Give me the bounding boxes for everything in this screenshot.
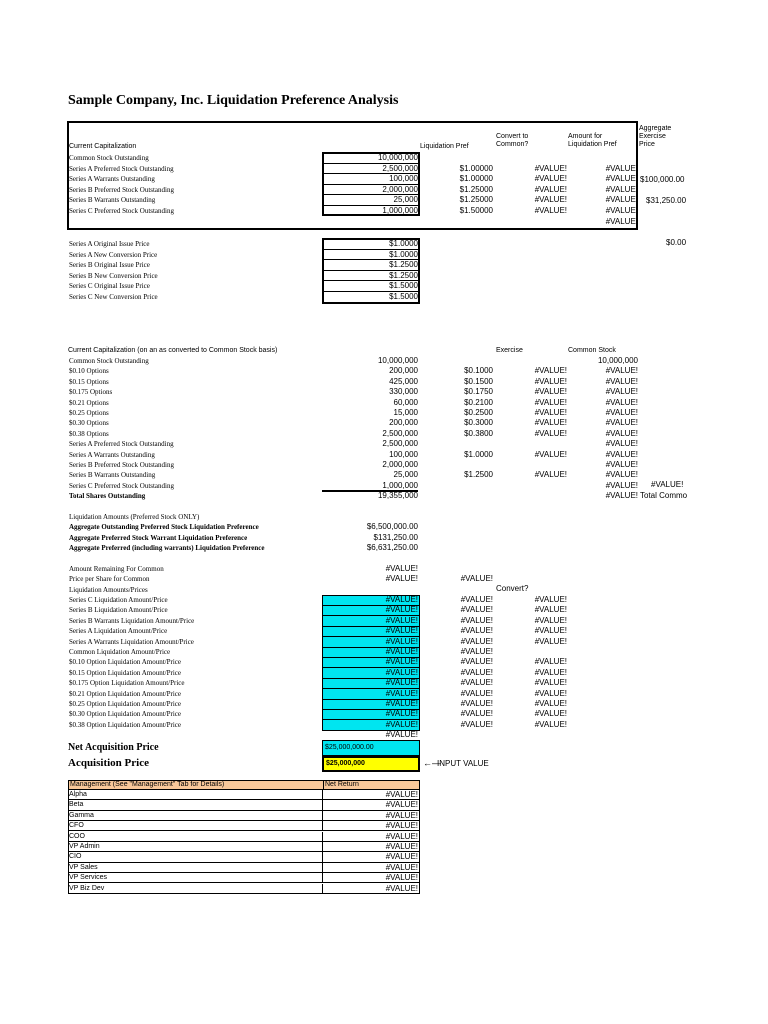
acq-value-input[interactable]: $25,000,000 <box>322 756 420 772</box>
amount-row-label: $0.38 Option Liquidation Amount/Price <box>69 720 181 729</box>
mgmt-row <box>68 832 420 842</box>
conv-row-col3: #VALUE! <box>534 408 567 417</box>
price-row-value: $1.2500 <box>389 270 418 280</box>
conv-row-common: #VALUE! <box>605 387 638 397</box>
conv-row-label: Series C Preferred Stock Outstanding <box>69 481 174 490</box>
price-divider <box>323 249 419 250</box>
remain-row-label: Price per Share for Common <box>69 575 150 584</box>
mgmt-value: #VALUE! <box>385 883 418 893</box>
amount-row-v1: #VALUE! <box>385 667 418 677</box>
amount-divider <box>323 626 419 627</box>
conv-row-label: Series B Warrants Outstanding <box>69 471 156 480</box>
conv-row-shares: 100,000 <box>389 449 418 459</box>
amount-divider <box>323 709 419 710</box>
amount-total: #VALUE! <box>385 730 418 739</box>
amount-row-v1: #VALUE! <box>385 699 418 708</box>
amount-row-v2: #VALUE! <box>460 615 493 625</box>
cap-row-label: Series B Preferred Stock Outstanding <box>69 185 174 194</box>
amount-row-v1: #VALUE! <box>385 647 418 656</box>
mgmt-divider <box>322 832 323 841</box>
remain-row-value: #VALUE! <box>385 564 418 573</box>
conv-row-label: $0.15 Options <box>69 377 109 386</box>
cap-row-amount: #VALUE! <box>605 206 638 215</box>
cap-row-shares: 25,000 <box>393 195 418 205</box>
cap-row-pref: $1.50000 <box>459 206 493 215</box>
price-row-value: $1.0000 <box>389 239 418 248</box>
conv-row-shares: 10,000,000 <box>377 356 418 365</box>
amount-row-label: Series A Liquidation Amount/Price <box>69 627 168 636</box>
amount-row-label: Common Liquidation Amount/Price <box>69 648 171 656</box>
amount-row-label: $0.21 Option Liquidation Amount/Price <box>69 689 181 698</box>
cap-row-label: Series C Preferred Stock Outstanding <box>69 207 174 215</box>
mgmt-value: #VALUE! <box>385 800 418 810</box>
conv-row-shares: 330,000 <box>389 387 418 397</box>
mgmt-value: #VALUE! <box>385 842 418 851</box>
mgmt-divider <box>322 811 323 820</box>
cap-row-shares: 1,000,000 <box>382 206 418 215</box>
mgmt-row <box>68 852 420 862</box>
mgmt-value: #VALUE! <box>385 810 418 820</box>
amount-row-v2: #VALUE! <box>460 667 493 677</box>
mgmt-name: VP Biz Dev <box>69 884 105 892</box>
amount-divider <box>323 615 419 616</box>
conv-row-shares: 25,000 <box>393 470 418 480</box>
amount-row-label: $0.30 Option Liquidation Amount/Price <box>69 710 181 719</box>
amount-row-v3: #VALUE! <box>534 595 567 604</box>
amount-row-label: Series B Warrants Liquidation Amount/Price <box>69 616 195 625</box>
page-title: Sample Company, Inc. Liquidation Preference Analysis <box>68 93 399 108</box>
cap-header-aggregate: Aggregate Exercise Price <box>639 125 672 148</box>
conv-header-exercise: Exercise <box>496 347 523 354</box>
conv-row-col3: #VALUE! <box>534 418 567 428</box>
conv-row-exercise: $0.2500 <box>464 408 493 417</box>
mgmt-name: Alpha <box>69 791 87 798</box>
cap-shares-divider <box>323 173 419 174</box>
price-divider <box>323 270 419 271</box>
conv-row-exercise: $0.1500 <box>464 376 493 386</box>
cap-header-label: Current Capitalization <box>69 143 137 150</box>
net-acq-value[interactable]: $25,000,000.00 <box>322 740 420 756</box>
cap-row-shares: 100,000 <box>389 174 418 184</box>
amount-row-v3: #VALUE! <box>534 667 567 677</box>
conv-row-exercise: $0.3000 <box>464 418 493 428</box>
mgmt-row <box>68 873 420 883</box>
conv-row-label: Series A Preferred Stock Outstanding <box>69 440 174 449</box>
cap-header-amount: Amount for Liquidation Pref <box>568 133 617 148</box>
amount-row-v1: #VALUE! <box>385 626 418 636</box>
amount-row-v1: #VALUE! <box>385 595 418 604</box>
amount-divider <box>323 657 419 658</box>
cap-header-convert: Convert to Common? <box>496 133 529 148</box>
cap-row-convert: #VALUE! <box>534 174 567 184</box>
cap-shares-divider <box>323 205 419 206</box>
amount-row-v2: #VALUE! <box>460 605 493 615</box>
amount-row-v2: #VALUE! <box>460 636 493 646</box>
conv-row-col3: #VALUE! <box>534 366 567 376</box>
cap-row-label: Common Stock Outstanding <box>69 154 149 162</box>
cap-row-convert: #VALUE! <box>534 163 567 173</box>
conv-row-common: #VALUE! <box>605 408 638 417</box>
amount-divider <box>323 636 419 637</box>
liq-row-value: $6,631,250.00 <box>366 543 418 553</box>
amount-row-v1: #VALUE! <box>385 719 418 729</box>
amount-row-label: $0.175 Option Liquidation Amount/Price <box>69 679 185 688</box>
amount-row-v2: #VALUE! <box>460 719 493 729</box>
conv-row-label: Total Shares Outstanding <box>69 492 146 501</box>
amount-row-v2: #VALUE! <box>460 699 493 708</box>
conv-row-label: Series B Preferred Stock Outstanding <box>69 461 174 469</box>
mgmt-name: Beta <box>69 801 84 809</box>
conv-row-common: 10,000,000 <box>597 356 638 365</box>
cap-row-pref: $1.00000 <box>459 174 493 184</box>
amount-row-label: $0.25 Option Liquidation Amount/Price <box>69 700 181 708</box>
cap-shares-divider <box>323 194 419 195</box>
conv-row-shares: 2,000,000 <box>382 460 418 469</box>
amount-row-v2: #VALUE! <box>460 595 493 604</box>
amount-row-label: Series C Liquidation Amount/Price <box>69 596 168 604</box>
amount-row-v3: #VALUE! <box>534 699 567 708</box>
mgmt-value: #VALUE! <box>385 852 418 862</box>
amount-divider <box>323 605 419 606</box>
convert-header: Convert? <box>496 584 529 593</box>
amount-row-v2: #VALUE! <box>460 647 493 656</box>
mgmt-divider <box>322 790 323 799</box>
amount-row-v1: #VALUE! <box>385 605 418 615</box>
cap-row-convert: #VALUE! <box>534 206 567 215</box>
price-divider <box>323 280 419 281</box>
arrow-left-icon: ←— <box>423 758 441 768</box>
amount-row-v2: #VALUE! <box>460 688 493 698</box>
conv-extra-label: Total Commo <box>640 491 688 500</box>
conv-row-shares: 15,000 <box>393 408 418 417</box>
remain-row-label: Amount Remaining For Common <box>69 565 164 573</box>
cap-row-shares: 2,500,000 <box>382 163 418 173</box>
amount-divider <box>323 678 419 679</box>
price-row-label: Series A Original Issue Price <box>69 240 150 248</box>
remain-row-label: Liquidation Amounts/Prices <box>69 585 148 594</box>
remain-row-value: #VALUE! <box>385 574 418 584</box>
price-row-label: Series C Original Issue Price <box>69 282 150 291</box>
liq-row-label: Aggregate Outstanding Preferred Stock Liquidation Preference <box>69 523 259 532</box>
amount-row-v1: #VALUE! <box>385 709 418 719</box>
conv-row-label: $0.175 Options <box>69 388 113 397</box>
conv-row-col3: #VALUE! <box>534 397 567 407</box>
conv-row-shares: 200,000 <box>389 418 418 428</box>
conv-row-shares: 200,000 <box>389 366 418 376</box>
amount-row-label: $0.15 Option Liquidation Amount/Price <box>69 668 181 677</box>
price-row-value: $1.5000 <box>389 281 418 291</box>
conv-row-exercise: $0.2100 <box>464 397 493 407</box>
conv-row-common: #VALUE! <box>605 418 638 428</box>
amount-row-v3: #VALUE! <box>534 678 567 688</box>
amount-row-v3: #VALUE! <box>534 626 567 636</box>
cap-row-label: Series A Preferred Stock Outstanding <box>69 164 174 173</box>
conv-row-exercise: $0.1000 <box>464 366 493 376</box>
mgmt-name: VP Services <box>69 874 107 882</box>
cap-shares-divider <box>323 163 419 164</box>
mgmt-header <box>68 780 420 790</box>
price-row-value: $1.0000 <box>389 249 418 259</box>
price-divider <box>323 259 419 260</box>
mgmt-header-label: Management (See "Management" Tab for Details) <box>70 781 225 788</box>
liq-row-value: $6,500,000.00 <box>366 522 418 532</box>
amount-divider <box>323 688 419 689</box>
cap-row-convert: #VALUE! <box>534 184 567 194</box>
amount-divider <box>323 667 419 668</box>
price-divider <box>323 291 419 292</box>
conv-row-col3: #VALUE! <box>534 376 567 386</box>
conv-row-common: #VALUE! <box>605 470 638 480</box>
cap-header-liq-pref: Liquidation Pref <box>420 143 469 150</box>
conv-row-col3: #VALUE! <box>534 470 567 480</box>
conv-row-common: #VALUE! <box>605 366 638 376</box>
conv-row-label: $0.25 Options <box>69 409 109 417</box>
mgmt-name: COO <box>69 832 85 840</box>
mgmt-value: #VALUE! <box>385 862 418 872</box>
conv-row-col3: #VALUE! <box>534 428 567 438</box>
cap-row-pref: $1.25000 <box>459 195 493 205</box>
amount-row-v2: #VALUE! <box>460 657 493 667</box>
price-row-label: Series B Original Issue Price <box>69 261 150 270</box>
mgmt-value: #VALUE! <box>385 873 418 883</box>
amount-row-label: $0.10 Option Liquidation Amount/Price <box>69 658 181 667</box>
conv-row-label: $0.21 Options <box>69 398 109 407</box>
mgmt-divider <box>322 842 323 851</box>
cap-row-pref: $1.00000 <box>459 163 493 173</box>
cap-row-amount: #VALUE! <box>605 184 638 194</box>
amount-row-v3: #VALUE! <box>534 605 567 615</box>
mgmt-name: VP Admin <box>69 843 100 850</box>
conv-row-common: #VALUE! <box>605 460 638 469</box>
conv-row-common: #VALUE! <box>605 376 638 386</box>
amount-row-v3: #VALUE! <box>534 615 567 625</box>
mgmt-value: #VALUE! <box>385 821 418 831</box>
conv-row-label: $0.38 Options <box>69 429 109 438</box>
amount-row-v1: #VALUE! <box>385 688 418 698</box>
cap-aggregate-b: $31,250.00 <box>646 196 687 205</box>
conv-row-label: Series A Warrants Outstanding <box>69 450 155 459</box>
liq-row-label: Aggregate Preferred (including warrants) Liquidation Preference <box>69 544 265 553</box>
acq-label: Acquisition Price <box>68 757 149 769</box>
conv-header-label: Current Capitalization (on an as converted to Common Stock basis) <box>68 347 278 354</box>
conv-row-common: #VALUE! <box>605 491 638 501</box>
mgmt-row <box>68 821 420 831</box>
conv-row-exercise: $0.1750 <box>464 387 493 397</box>
price-row-label: Series C New Conversion Price <box>69 293 158 301</box>
conv-row-exercise: $1.0000 <box>464 449 493 459</box>
amount-row-v3: #VALUE! <box>534 688 567 698</box>
conv-row-label: Common Stock Outstanding <box>69 357 149 365</box>
amount-row-v1: #VALUE! <box>385 657 418 667</box>
amount-divider <box>323 647 419 648</box>
conv-header-common: Common Stock <box>568 347 616 354</box>
amount-row-v1: #VALUE! <box>385 615 418 625</box>
amount-divider <box>323 699 419 700</box>
conv-extra-value: #VALUE! <box>651 480 684 489</box>
input-value-note: INPUT VALUE <box>437 759 489 768</box>
mgmt-name: Gamma <box>69 811 94 819</box>
net-acq-label: Net Acquisition Price <box>68 742 159 753</box>
mgmt-divider <box>322 821 323 830</box>
mgmt-row <box>68 800 420 810</box>
amount-row-v3: #VALUE! <box>534 657 567 667</box>
mgmt-row <box>68 790 420 800</box>
conv-row-shares: 19,355,000 <box>377 491 418 501</box>
amount-row-v3: #VALUE! <box>534 709 567 719</box>
cap-row-convert: #VALUE! <box>534 195 567 205</box>
amount-row-v2: #VALUE! <box>460 678 493 688</box>
conv-row-common: #VALUE! <box>605 428 638 438</box>
cap-row-amount: #VALUE! <box>605 174 638 184</box>
amount-row-v3: #VALUE! <box>534 636 567 646</box>
conv-row-shares: 2,500,000 <box>382 439 418 449</box>
mgmt-name: CIO <box>69 853 82 861</box>
liq-row-label: Aggregate Preferred Stock Warrant Liquidation Preference <box>69 533 248 542</box>
cap-row-shares: 10,000,000 <box>377 153 418 162</box>
cap-aggregate-a: $100,000.00 <box>640 175 685 184</box>
amount-row-v1: #VALUE! <box>385 636 418 646</box>
cap-row-label: Series A Warrants Outstanding <box>69 175 155 184</box>
price-row-label: Series A New Conversion Price <box>69 250 158 259</box>
mgmt-row <box>68 863 420 873</box>
conv-row-common: #VALUE! <box>605 480 638 490</box>
mgmt-row <box>68 842 420 852</box>
mgmt-row <box>68 811 420 821</box>
amount-row-v2: #VALUE! <box>460 709 493 719</box>
amount-divider <box>323 719 419 720</box>
remain-row-col2: #VALUE! <box>460 574 493 584</box>
cap-row-label: Series B Warrants Outstanding <box>69 196 156 205</box>
conv-row-label: $0.30 Options <box>69 419 109 428</box>
liq-row-label: Liquidation Amounts (Preferred Stock ONLY) <box>69 513 200 521</box>
conv-row-col3: #VALUE! <box>534 449 567 459</box>
cap-row-amount: #VALUE! <box>605 163 638 173</box>
conv-row-exercise: $0.3800 <box>464 428 493 438</box>
mgmt-name: VP Sales <box>69 863 98 871</box>
conv-row-shares: 60,000 <box>393 397 418 407</box>
mgmt-value: #VALUE! <box>385 831 418 841</box>
mgmt-row <box>68 884 420 894</box>
conv-row-common: #VALUE! <box>605 397 638 407</box>
conv-row-common: #VALUE! <box>605 439 638 449</box>
total-shares-rule <box>322 490 418 492</box>
conv-row-col3: #VALUE! <box>534 387 567 397</box>
mgmt-header-divider <box>323 781 324 789</box>
mgmt-divider <box>322 863 323 872</box>
cap-row-amount: #VALUE! <box>605 195 638 205</box>
cap-row-pref: $1.25000 <box>459 184 493 194</box>
mgmt-divider <box>322 852 323 861</box>
conv-row-shares: 425,000 <box>389 376 418 386</box>
mgmt-value: #VALUE! <box>385 790 418 799</box>
cap-row-shares: 2,000,000 <box>382 184 418 194</box>
cap-shares-divider <box>323 184 419 185</box>
conv-row-shares: 1,000,000 <box>382 480 418 490</box>
amount-row-v3: #VALUE! <box>534 719 567 729</box>
amount-row-label: Series A Warrants Liquidation Amount/Price <box>69 637 194 646</box>
conv-row-common: #VALUE! <box>605 449 638 459</box>
liq-row-value: $131,250.00 <box>373 532 418 542</box>
mgmt-divider <box>322 884 323 893</box>
mgmt-divider <box>322 800 323 809</box>
conv-row-shares: 2,500,000 <box>382 428 418 438</box>
amount-row-v1: #VALUE! <box>385 678 418 688</box>
conv-row-label: $0.10 Options <box>69 367 109 376</box>
price-row-value: $1.5000 <box>389 292 418 301</box>
prices-side-value: $0.00 <box>666 238 687 247</box>
amount-row-label: Series B Liquidation Amount/Price <box>69 606 168 615</box>
cap-amount-total: #VALUE! <box>605 217 638 226</box>
price-row-value: $1.2500 <box>389 260 418 270</box>
mgmt-name: CFO <box>69 822 84 830</box>
amount-row-v2: #VALUE! <box>460 626 493 636</box>
mgmt-divider <box>322 873 323 882</box>
conv-row-exercise: $1.2500 <box>464 470 493 480</box>
price-row-label: Series B New Conversion Price <box>69 271 158 280</box>
mgmt-header-value: Net Return <box>325 781 359 788</box>
